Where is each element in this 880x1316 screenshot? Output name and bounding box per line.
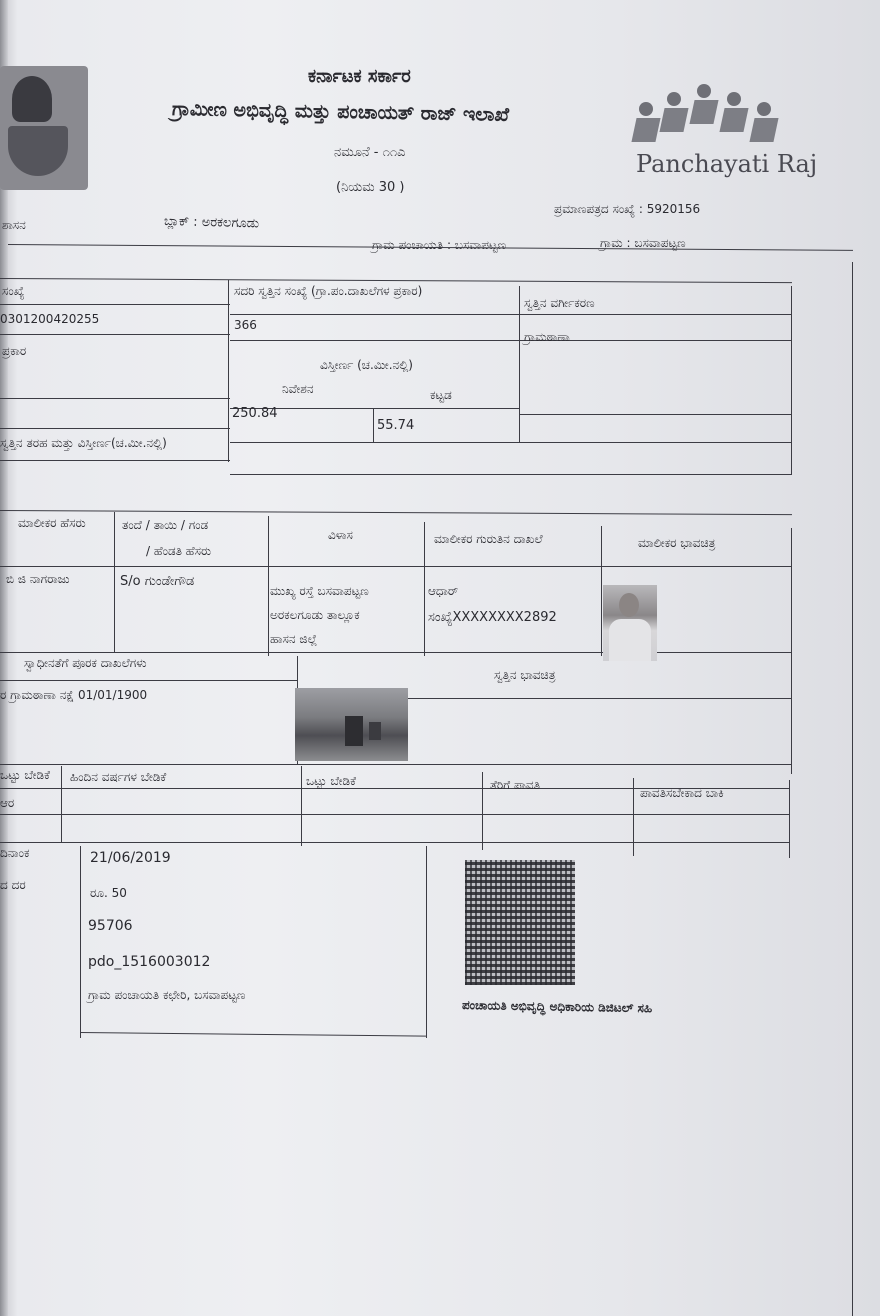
table-line [301, 766, 302, 846]
table-line [633, 778, 634, 856]
table-line [61, 766, 62, 842]
site-label: ನಿವೇಶನ [282, 382, 314, 396]
table-line [424, 522, 425, 656]
owner-id-header: ಮಾಲೀಕರ ಗುರುತಿನ ದಾಖಲೆ [434, 532, 543, 546]
table-line [791, 528, 792, 774]
owner-id-number: ಸಂಖ್ಯೆXXXXXXXX2892 [428, 610, 557, 625]
fee-label: ದ ದರ [0, 878, 26, 892]
qr-code-icon [465, 860, 575, 985]
area-label: ವಿಸ್ತೀರ್ಣ (ಚ.ಮೀ.ನಲ್ಲಿ) [320, 358, 413, 372]
owner-id-type: ಆಧಾರ್ [428, 584, 459, 598]
office-name: ಗ್ರಾಮ ಪಂಚಾಯತಿ ಕಛೇರಿ, ಬಸವಾಪಟ್ಟಣ [88, 988, 246, 1002]
issue-date: 21/06/2019 [90, 850, 171, 866]
table-line [230, 340, 792, 341]
table-line [601, 526, 602, 656]
parent-name-header: ತಂದೆ / ತಾಯಿ / ಗಂಡ [122, 518, 209, 532]
address-header: ವಿಳಾಸ [328, 528, 353, 542]
owner-photo-header: ಮಾಲೀಕರ ಭಾವಚಿತ್ರ [638, 536, 716, 550]
date-label: ದಿನಾಂಕ [0, 846, 30, 860]
table-line [0, 680, 298, 681]
rule-number: (ನಿಯಮ 30 ) [336, 180, 405, 195]
left-margin-label: ಶಾಸನ [2, 218, 26, 232]
page-fold-shadow [0, 0, 8, 1316]
table-line [0, 566, 792, 567]
type-area-label: ಸ್ವತ್ತಿನ ತರಹ ಮತ್ತು ವಿಸ್ತೀರ್ಣ(ಚ.ಮೀ.ನಲ್ಲಿ) [0, 436, 167, 450]
table-line [426, 846, 427, 1038]
receipt-number: 95706 [88, 918, 133, 934]
table-line [230, 474, 792, 475]
pdo-id: pdo_1516003012 [88, 954, 211, 970]
table-line [0, 764, 792, 765]
table-line [0, 304, 230, 305]
sadari-number-label: ಸದರಿ ಸ್ವತ್ತಿನ ಸಂಖ್ಯೆ (ಗ್ರಾ.ಪಂ.ದಾಖಲೆಗಳ ಪ್ರಕಾರ) [234, 284, 423, 298]
property-id-label: ಸಂಖ್ಯೆ [2, 284, 25, 298]
owner-name: ಬಿ ಜಿ ನಾಗರಾಜು [6, 572, 70, 586]
address-line-3: ಹಾಸನ ಜಿಲ್ಲೆ [270, 632, 318, 646]
tax-total-header: ಒಟ್ಟು ಬೇಡಿಕೆ [0, 768, 50, 782]
property-photo-label: ಸ್ವತ್ತಿನ ಭಾವಚಿತ್ರ [494, 668, 556, 682]
table-line [373, 408, 374, 442]
certificate-number: ಪ್ರಮಾಣಪತ್ರದ ಸಂಖ್ಯೆ : 5920156 [554, 202, 701, 216]
table-line [80, 846, 81, 1038]
table-line [0, 842, 428, 843]
table-line [0, 398, 230, 399]
karnataka-emblem-icon [0, 66, 88, 190]
panchayati-raj-logo-text: Panchayati Raj [636, 150, 818, 178]
table-line [0, 428, 230, 429]
site-area-value: 250.84 [232, 406, 278, 421]
property-type-label: ಪ್ರಕಾರ [2, 344, 27, 358]
table-line [230, 314, 792, 315]
supporting-docs-label: ಸ್ವಾಧೀನತೆಗೆ ಪೂರಕ ದಾಖಲೆಗಳು [24, 656, 147, 670]
table-line [230, 442, 792, 443]
table-line [520, 414, 792, 415]
table-line [0, 460, 230, 461]
table-line [519, 286, 520, 442]
sadari-number-value: 366 [234, 318, 257, 332]
table-line [114, 512, 115, 652]
govt-title: ಕರ್ನಾಟಕ ಸರ್ಕಾರ [308, 66, 411, 87]
building-label: ಕಟ್ಟಡ [430, 388, 452, 402]
gram-panchayat-label: ಗ್ರಾಮ ಪಂಚಾಯತಿ : ಬಸವಾಪಟ್ಟಣ [372, 238, 507, 252]
fee-value: ರೂ. 50 [90, 886, 127, 900]
table-line [0, 334, 230, 335]
tax-row-label: ಆರ [0, 796, 15, 810]
table-line [482, 772, 483, 850]
building-area-value: 55.74 [377, 418, 415, 433]
owner-name-header: ಮಾಲೀಕರ ಹೆಸರು [18, 516, 86, 530]
table-line [228, 280, 229, 462]
block-label: ಬ್ಲಾಕ್ : ಅರಕಲಗೂಡು [163, 214, 260, 232]
table-line [0, 814, 790, 815]
village-label: ಗ್ರಾಮ : ಬಸವಾಪಟ್ಟಣ [600, 236, 686, 250]
classification-value: ಗ್ರಾಮಠಾಣಾ [524, 330, 570, 344]
parent-name: S/o ಗುಂಡೇಗೌಡ [120, 574, 195, 589]
table-line [789, 780, 790, 858]
owner-photo [603, 585, 657, 661]
tax-prev-years-header: ಹಿಂದಿನ ವರ್ಷಗಳ ಬೇಡಿಕೆ [70, 770, 167, 784]
tax-balance-header: ಪಾವತಿಸಬೇಕಾದ ಬಾಕಿ [640, 786, 724, 800]
panchayati-raj-logo-icon [634, 84, 786, 146]
property-photo [295, 688, 408, 761]
supporting-doc-entry: ರ ಗ್ರಾಮಠಾಣಾ ನಕ್ಷೆ 01/01/1900 [0, 688, 148, 702]
digital-signature-label: ಪಂಚಾಯತಿ ಅಭಿವೃದ್ಧಿ ಅಧಿಕಾರಿಯ ಡಿಜಿಟಲ್ ಸಹಿ [461, 998, 653, 1016]
table-line [268, 516, 269, 656]
parent-name-header-line2: / ಹೆಂಡತಿ ಹೆಸರು [146, 544, 212, 558]
address-line-1: ಮುಖ್ಯ ರಸ್ತೆ ಬಸವಾಪಟ್ಟಣ [270, 584, 369, 598]
property-id-value: 0301200420255 [0, 312, 100, 326]
address-line-2: ಅರಕಲಗೂಡು ತಾಲ್ಲೂಕ [270, 608, 360, 622]
form-number: ನಮೂನೆ - ೧೧ಎ [334, 145, 406, 160]
table-line [0, 652, 792, 653]
table-line [791, 286, 792, 474]
frame-right-line [852, 262, 853, 1316]
tax-demand-header: ಒಟ್ಟು ಬೇಡಿಕೆ [306, 774, 356, 788]
tax-paid-header: ತೆರಿಗೆ ಪಾವತಿ [490, 778, 540, 792]
department-title: ಗ್ರಾಮೀಣ ಅಭಿವೃದ್ಧಿ ಮತ್ತು ಪಂಚಾಯತ್ ರಾಜ್ ಇಲಾಖೆ [171, 98, 510, 126]
classification-label: ಸ್ವತ್ತಿನ ವರ್ಗೀಕರಣ [524, 296, 595, 310]
